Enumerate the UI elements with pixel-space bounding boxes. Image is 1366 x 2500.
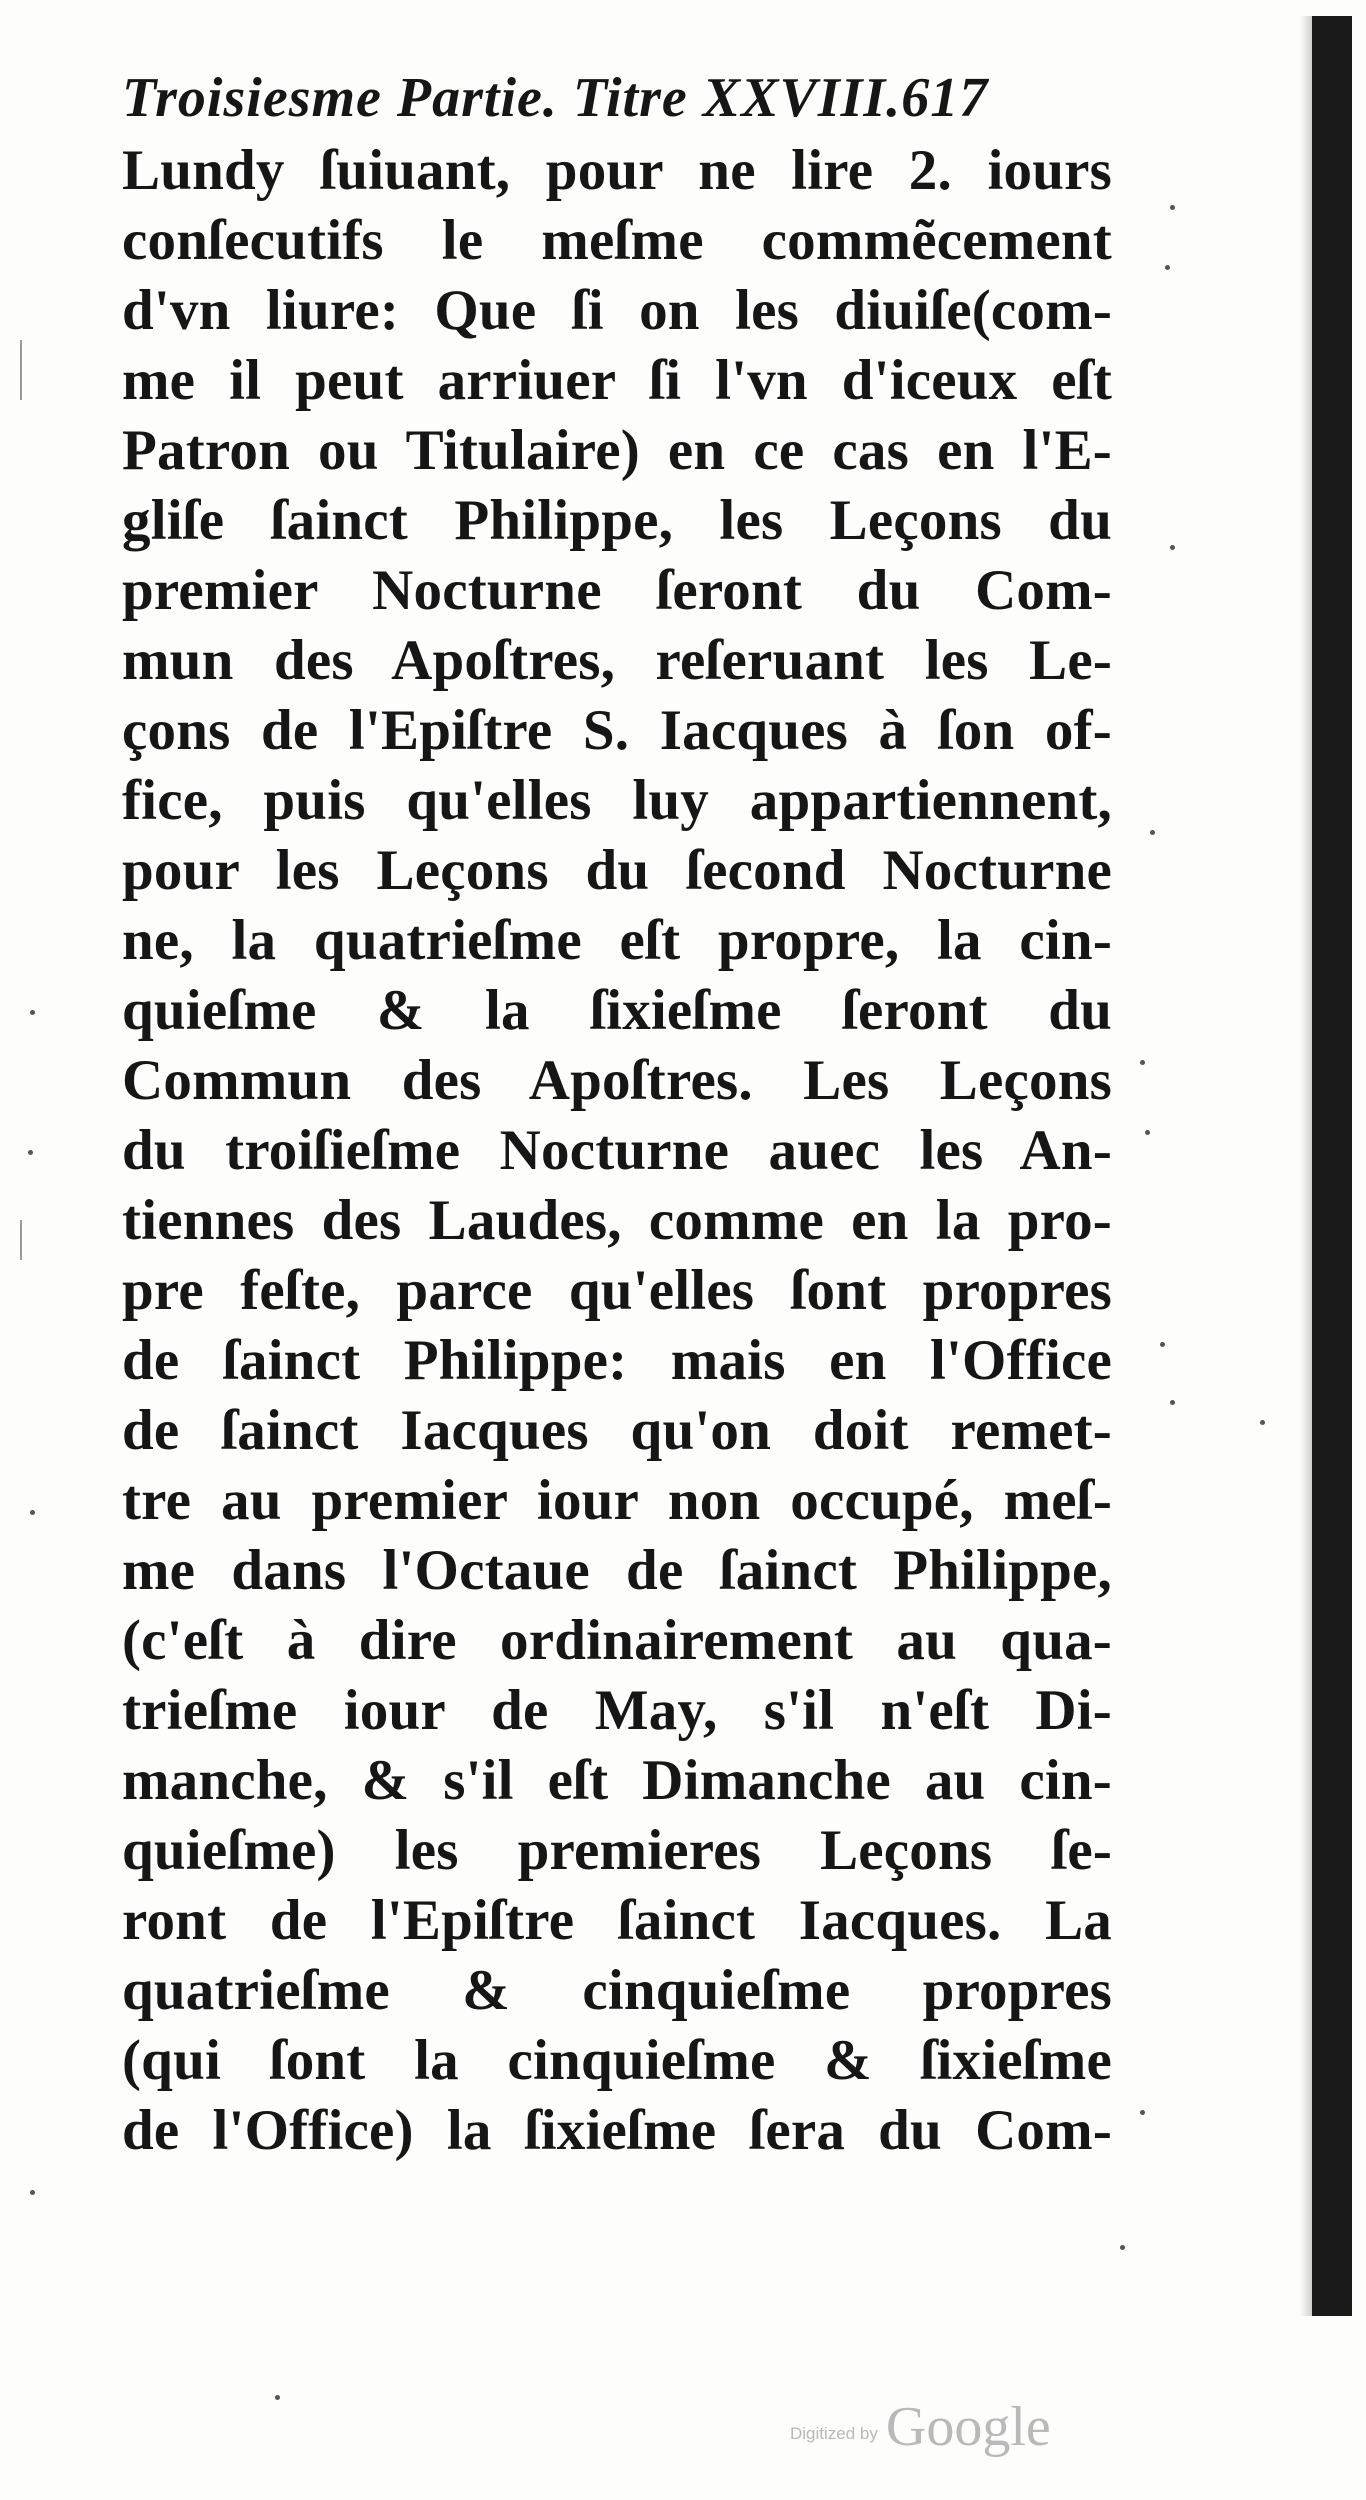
ink-speck	[1140, 1060, 1145, 1065]
text-line: premier Nocturne ſeront du Com-	[122, 559, 1112, 622]
ink-speck	[1170, 545, 1175, 550]
text-line: tre au premier iour non occupé, meſ-	[122, 1469, 1112, 1532]
ink-speck	[275, 2395, 280, 2400]
ink-speck	[30, 2190, 35, 2195]
text-line: de l'Office) la ſixieſme ſera du Com-	[122, 2099, 1112, 2162]
ink-speck	[30, 1510, 35, 1515]
text-line: (c'eſt à dire ordinairement au qua-	[122, 1609, 1112, 1672]
running-head: Troisiesme Partie. Titre XXVIII.617	[122, 67, 989, 129]
ink-speck	[1165, 265, 1170, 270]
text-line: trieſme iour de May, s'il n'eſt Di-	[122, 1679, 1112, 1742]
text-line: manche, & s'il eſt Dimanche au cin-	[122, 1749, 1112, 1812]
text-line: me dans l'Octaue de ſainct Philippe,	[122, 1539, 1112, 1602]
text-line: conſecutifs le meſme commẽcement	[122, 209, 1112, 272]
text-line: Commun des Apoſtres. Les Leçons	[122, 1049, 1112, 1112]
scan-edge-border	[1312, 16, 1352, 2316]
ink-speck	[1260, 1420, 1265, 1425]
text-line: çons de l'Epiſtre S. Iacques à ſon of-	[122, 699, 1112, 762]
left-margin-mark	[20, 1220, 22, 1260]
text-line: fice, puis qu'elles luy appartiennent,	[122, 769, 1112, 832]
text-line: quieſme) les premieres Leçons ſe-	[122, 1819, 1112, 1882]
text-line: de ſainct Iacques qu'on doit remet-	[122, 1399, 1112, 1462]
ink-speck	[1170, 205, 1175, 210]
page-gutter-shadow	[1300, 16, 1312, 2316]
text-line: tiennes des Laudes, comme en la pro-	[122, 1189, 1112, 1252]
text-line: ront de l'Epiſtre ſainct Iacques. La	[122, 1889, 1112, 1952]
text-line: (qui ſont la cinquieſme & ſixieſme	[122, 2029, 1112, 2092]
text-line: pre feſte, parce qu'elles ſont propres	[122, 1259, 1112, 1322]
ink-speck	[1170, 1400, 1175, 1405]
text-line: gliſe ſainct Philippe, les Leçons du	[122, 489, 1112, 552]
text-line: de ſainct Philippe: mais en l'Office	[122, 1329, 1112, 1392]
text-line: quieſme & la ſixieſme ſeront du	[122, 979, 1112, 1042]
text-line: d'vn liure: Que ſi on les diuiſe(com-	[122, 279, 1112, 342]
text-line: Patron ou Titulaire) en ce cas en l'E-	[122, 419, 1112, 482]
ink-speck	[1145, 1130, 1150, 1135]
text-line: mun des Apoſtres, reſeruant les Le-	[122, 629, 1112, 692]
left-margin-mark	[20, 340, 22, 400]
ink-speck	[30, 1010, 35, 1015]
ink-speck	[1140, 2110, 1145, 2115]
watermark-prefix: Digitized by	[790, 2424, 878, 2443]
text-line: ne, la quatrieſme eſt propre, la cin-	[122, 909, 1112, 972]
text-line: Lundy ſuiuant, pour ne lire 2. iours	[122, 139, 1112, 202]
ink-speck	[1160, 1342, 1165, 1347]
text-line: pour les Leçons du ſecond Nocturne	[122, 839, 1112, 902]
text-line: me il peut arriuer ſi l'vn d'iceux eſt	[122, 349, 1112, 412]
text-line: quatrieſme & cinquieſme propres	[122, 1959, 1112, 2022]
ink-speck	[1120, 2245, 1125, 2250]
text-line: du troiſieſme Nocturne auec les An-	[122, 1119, 1112, 1182]
digitized-by-google-watermark	[790, 2395, 1051, 2465]
ink-speck	[28, 1150, 33, 1155]
google-logo-text: Google	[885, 2396, 1051, 2458]
ink-speck	[1150, 830, 1155, 835]
page-text-block	[122, 60, 1112, 2166]
